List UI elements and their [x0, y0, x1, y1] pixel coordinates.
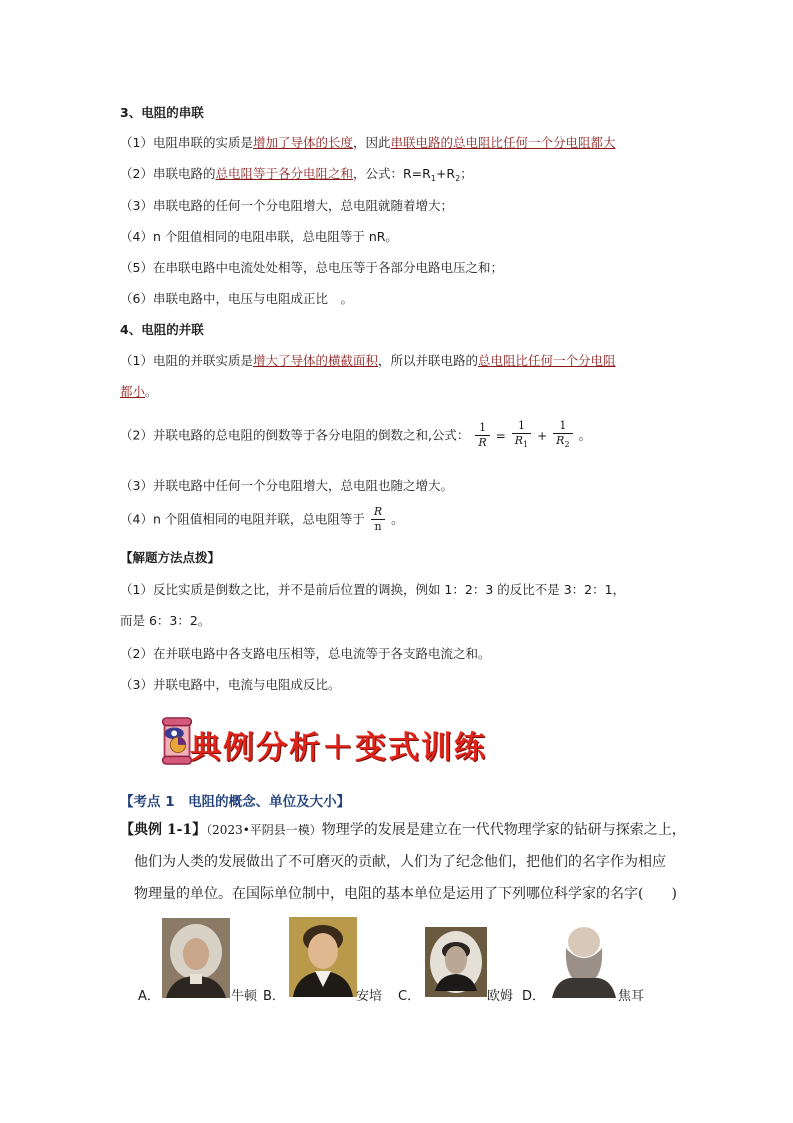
- banner-title: 典例分析＋变式训练: [190, 730, 487, 766]
- portrait-newton-image: [162, 918, 230, 998]
- portrait-ohm-image: [425, 927, 487, 997]
- example-line1: 【典例 1-1】（2023•平阴县一模）物理学的发展是建立在一代代物理学家的钻研与探索之上，: [120, 822, 686, 838]
- formula-fraction-r2: $\frac{1}{R_2}$: [553, 419, 572, 452]
- formula-fraction-total: $\frac{1}{R}$: [475, 421, 489, 450]
- section3-item6: （6）串联电路中，电压与电阻成正比 。: [120, 291, 353, 306]
- option-c[interactable]: C．: [398, 989, 421, 1004]
- section3-item1: （1）电阻串联的实质是增加了导体的长度，因此串联电路的总电阻比任何一个分电阻都大: [120, 135, 616, 150]
- option-b-name: 安培: [356, 989, 383, 1004]
- formula-fraction-r1: $\frac{1}{R_1}$: [512, 419, 531, 452]
- portrait-joule-image: [550, 918, 618, 998]
- option-a-name: 牛顿: [231, 989, 258, 1004]
- example-line2: 他们为人类的发展做出了不可磨灭的贡献，人们为了纪念他们，把他们的名字作为相应: [134, 854, 666, 870]
- kaodian-heading: 【考点 1 电阻的概念、单位及大小】: [120, 794, 351, 810]
- tips-item2: （2）在并联电路中各支路电压相等，总电流等于各支路电流之和。: [120, 646, 491, 661]
- portrait-ampere-image: [289, 917, 357, 997]
- section3-item4: （4）n 个阻值相同的电阻串联，总电阻等于 nR。: [120, 229, 398, 244]
- option-c-name: 欧姆: [487, 989, 514, 1004]
- tips-item1-line2: 而是 6：3：2。: [120, 613, 211, 628]
- section4-item4: （4）n 个阻值相同的电阻并联，总电阻等于 $\frac{R}{n}$ 。: [120, 505, 404, 533]
- tips-item1-line1: （1）反比实质是倒数之比，并不是前后位置的调换，例如 1：2：3 的反比不是 3：2：1，: [120, 582, 626, 597]
- section4-item1-line2: 都小。: [120, 384, 158, 399]
- section3-item2: （2）串联电路的总电阻等于各分电阻之和，公式：$R=R_1+R_2$；: [120, 166, 473, 183]
- option-d-name: 焦耳: [618, 989, 645, 1004]
- option-d[interactable]: D．: [522, 989, 546, 1004]
- example-line3: 物理量的单位。在国际单位制中，电阻的基本单位是运用了下列哪位科学家的名字( ): [134, 886, 677, 902]
- section4-item2: （2）并联电路的总电阻的倒数等于各分电阻的倒数之和,公式： $\frac{1}{R}$ = $\frac{1}{R_1}$ + $\frac{1}{R_2}$ 。: [120, 418, 591, 453]
- section4-item3: （3）并联电路中任何一个分电阻增大，总电阻也随之增大。: [120, 478, 453, 493]
- section4-heading: 4、电阻的并联: [120, 322, 204, 337]
- tips-heading: 【解题方法点拨】: [120, 550, 221, 565]
- section3-item3: （3）串联电路的任何一个分电阻增大，总电阻就随着增大；: [120, 198, 453, 213]
- option-b[interactable]: B．: [263, 989, 285, 1004]
- section3-heading: 3、电阻的串联: [120, 105, 204, 120]
- section4-item1-line1: （1）电阻的并联实质是增大了导体的横截面积，所以并联电路的总电阻比任何一个分电阻: [120, 353, 616, 368]
- option-a[interactable]: A．: [138, 989, 160, 1004]
- tips-item3: （3）并联电路中，电流与电阻成反比。: [120, 677, 341, 692]
- formula-fraction-parallel: $\frac{R}{n}$: [371, 505, 385, 534]
- section3-item5: （5）在串联电路中电流处处相等，总电压等于各部分电路电压之和；: [120, 260, 503, 275]
